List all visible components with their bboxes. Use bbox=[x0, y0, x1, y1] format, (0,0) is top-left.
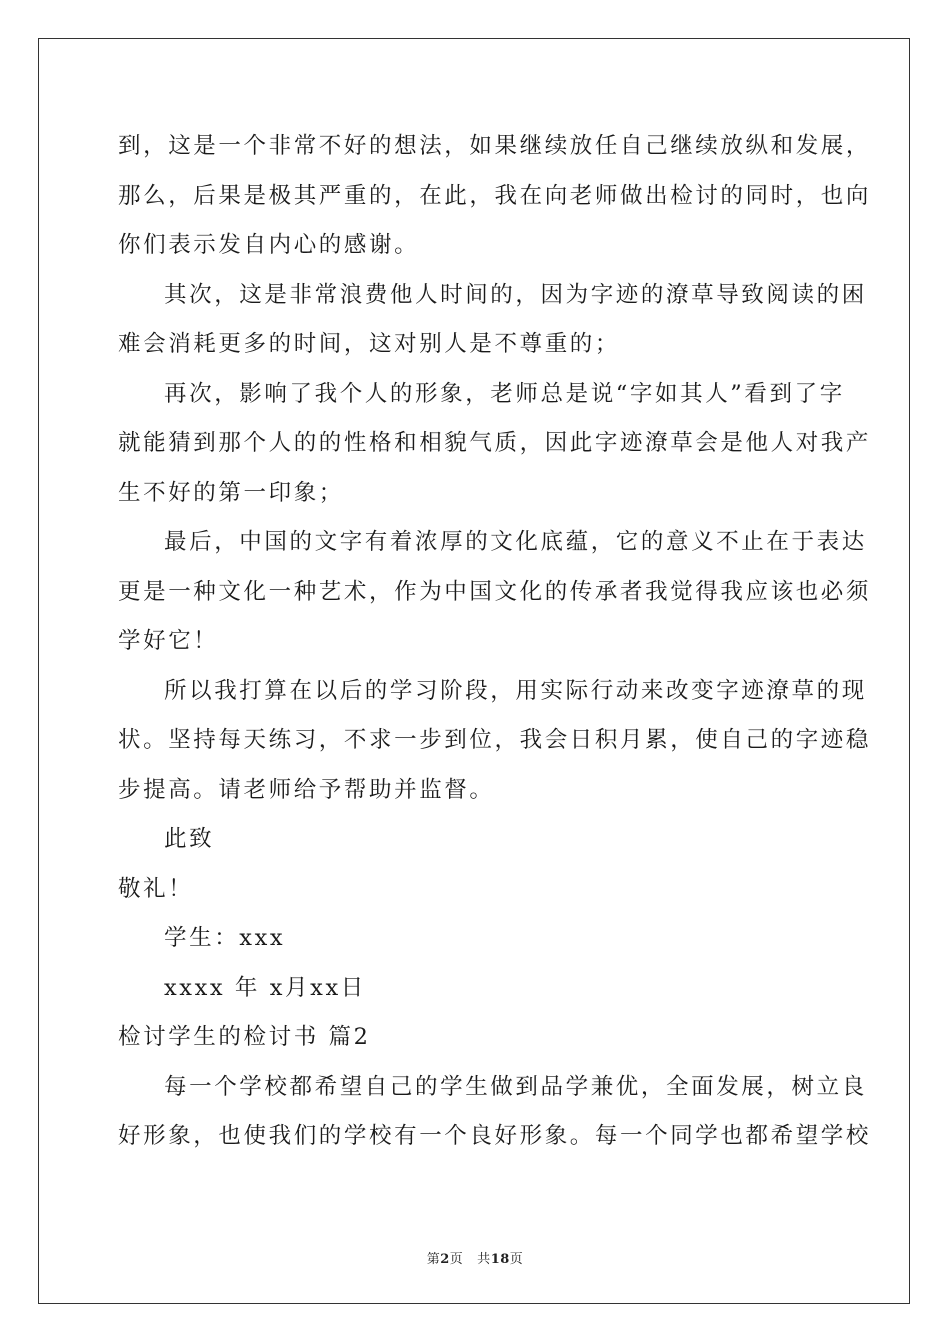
text-line: 生不好的第一印象； bbox=[118, 479, 344, 506]
text-line: 你们表示发自内心的感谢。 bbox=[118, 232, 420, 258]
total-suffix: 页 bbox=[509, 1252, 524, 1267]
text-line: 所以我打算在以后的学习阶段，用实际行动来改变字迹潦草的现 bbox=[164, 677, 867, 704]
text-line: 更是一种文化一种艺术，作为中国文化的传承者我觉得我应该也必须 bbox=[118, 578, 872, 605]
closing-salutation: 此致 bbox=[164, 826, 215, 852]
total-pages: 18 bbox=[490, 1252, 510, 1267]
closing-respect: 敬礼！ bbox=[118, 875, 194, 902]
page-footer bbox=[0, 1248, 950, 1267]
text-line: 难会消耗更多的时间，这对别人是不尊重的； bbox=[118, 331, 621, 357]
signature-student: 学生：xxx bbox=[164, 925, 286, 951]
text-line: 步提高。请老师给予帮助并监督。 bbox=[118, 776, 495, 803]
text-line: 那么，后果是极其严重的，在此，我在向老师做出检讨的同时，也向 bbox=[118, 182, 872, 209]
page-number: 2 bbox=[440, 1252, 450, 1267]
page-prefix: 第 bbox=[426, 1252, 441, 1267]
text-line: 就能猜到那个人的的性格和相貌气质，因此字迹潦草会是他人对我产 bbox=[118, 430, 872, 456]
text-line: 学好它！ bbox=[118, 628, 219, 654]
text-line: 最后，中国的文字有着浓厚的文化底蕴，它的意义不止在于表达 bbox=[164, 529, 867, 555]
page-suffix: 页 bbox=[449, 1252, 464, 1267]
text-line: 再次，影响了我个人的形象，老师总是说“字如其人”看到了字 bbox=[164, 380, 845, 407]
text-line: 到，这是一个非常不好的想法，如果继续放任自己继续放纵和发展， bbox=[118, 133, 872, 159]
text-line: 状。坚持每天练习，不求一步到位，我会日积月累，使自己的字迹稳 bbox=[118, 727, 872, 753]
signature-date: xxxx 年 x月xx日 bbox=[164, 974, 366, 1001]
section-heading: 检讨学生的检讨书 篇2 bbox=[118, 1024, 371, 1050]
total-prefix: 共 bbox=[477, 1252, 491, 1267]
text-line: 好形象，也使我们的学校有一个良好形象。每一个同学也都希望学校 bbox=[118, 1123, 872, 1149]
document-body bbox=[118, 122, 872, 1162]
text-line: 其次，这是非常浪费他人时间的，因为字迹的潦草导致阅读的困 bbox=[164, 281, 867, 308]
text-line: 每一个学校都希望自己的学生做到品学兼优，全面发展，树立良 bbox=[164, 1073, 867, 1100]
